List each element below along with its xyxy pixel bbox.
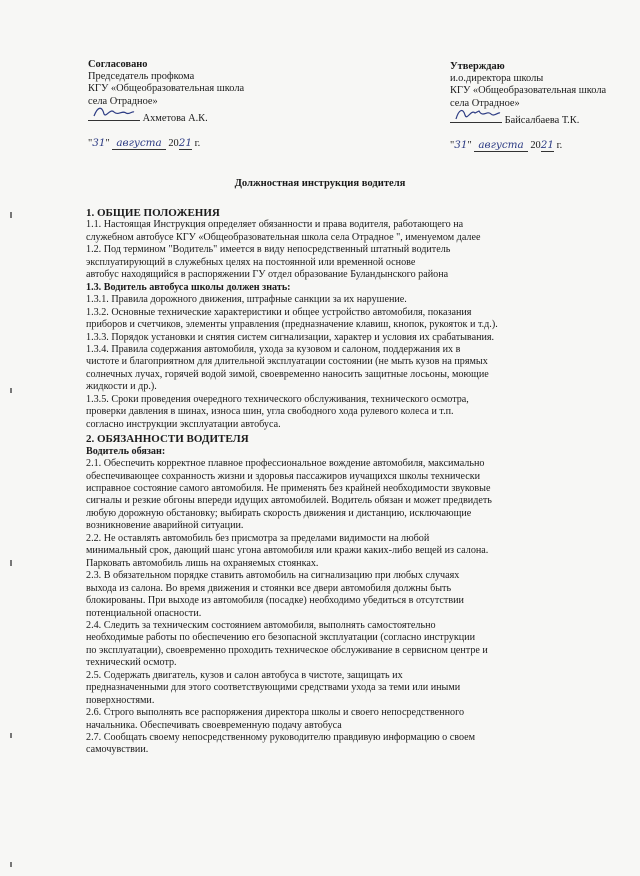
approved-signature-row — [450, 112, 630, 127]
text-line: любую дорожную обстановку; выбирать скорость движения и дистанцию, исключающие — [86, 507, 472, 519]
approval-date: "31" августа 2021 г. — [88, 137, 201, 150]
approval-signature-row — [88, 110, 308, 125]
text-line: 1.3.5. Сроки проведения очередного технического обслуживания, технического осмотра, — [86, 393, 469, 405]
document-title: Должностная инструкция водителя — [234, 178, 406, 189]
approved-block — [450, 61, 630, 152]
text-line: необходимые работы по обеспечению его безопасной эксплуатации (согласно инструкции — [86, 632, 475, 644]
text-line: выхода из салона. Во время движения и стоянки все двери автомобиля должны быть — [86, 582, 452, 594]
text-line: приборов и счетчиков, элементы управления (предназначение клавиш, кнопок, рукояток и т.д.). — [86, 319, 498, 331]
approval-date-day: 31 — [92, 137, 106, 150]
text-line: чистоте и благоприятном для длительной эксплуатации состоянии (не мыть кузов на прямых — [86, 356, 488, 368]
text-line: 2.6. Строго выполнять все распоряжения директора школы и своего непосредственного — [86, 707, 465, 719]
signature-scribble-icon — [454, 106, 502, 122]
approved-title: Утверждаю — [450, 61, 505, 72]
section-heading: 1. ОБЩИЕ ПОЛОЖЕНИЯ — [86, 207, 220, 219]
scan-mark — [10, 560, 12, 566]
text-line: 1.3.4. Правила содержания автомобиля, ухода за кузовом и салоном, поддержания их в — [86, 343, 461, 355]
text-line: предназначенными для этого соответствующими средствами ухода за теми или иными — [86, 682, 461, 694]
scan-mark — [10, 733, 12, 738]
text-line: исправное состояние самого автомобиля. Не применять без крайней необходимости звуковые — [86, 482, 491, 494]
text-line: эксплуатирующий в служебных целях на постоянной или временной основе — [86, 256, 416, 268]
approval-position: Председатель профкома — [88, 71, 195, 83]
text-line: автобус находящийся в распоряжении ГУ отдел образование Буландынского района — [86, 269, 449, 281]
text-line: потенциальной опасности. — [86, 607, 202, 619]
text-line: согласно инструкции эксплуатации автобуса. — [86, 418, 281, 430]
text-line: начальника. Обеспечивать своевременную подачу автобуса — [86, 719, 342, 731]
text-line: солнечных лучах, горячей водой зимой, своевременно наносить защитные лосьоны, моющие — [86, 368, 489, 380]
signature-scribble-icon — [92, 104, 136, 120]
text-line: жидкости и др.). — [86, 381, 157, 393]
text-line: 2.2. Не оставлять автомобиль без присмотра за пределами видимости на любой — [86, 532, 430, 544]
approved-date-day: 31 — [454, 139, 468, 152]
text-line: 2.4. Следить за техническим состоянием автомобиля, выполнять самостоятельно — [86, 619, 436, 631]
scan-mark — [10, 388, 12, 393]
text-line: поверхностями. — [86, 694, 155, 706]
text-line: проверки давления в шинах, износа шин, угла свободного хода рулевого колеса и т.п. — [86, 406, 454, 418]
text-line: 2.7. Сообщать своему непосредственному руководителю правдивую информацию о своем — [86, 732, 476, 744]
approved-signature — [450, 112, 502, 123]
text-line: 2.5. Содержать двигатель, кузов и салон автобуса в чистоте, защищать их — [86, 669, 403, 681]
text-line: блокированы. При выходе из автомобиля (посадке) необходимо убедиться в отсутствии — [86, 595, 464, 607]
text-line: по эксплуатации), своевременно проходить техническое обслуживание в сервисном центре и — [86, 644, 488, 656]
scan-mark — [10, 862, 12, 867]
text-line: 2.1. Обеспечить корректное плавное профессиональное вождение автомобиля, максимально — [86, 458, 485, 470]
text-line: Парковать автомобиль лишь на охраняемых стоянках. — [86, 557, 319, 569]
approval-block — [88, 59, 308, 150]
text-line: 1.3.1. Правила дорожного движения, штрафные санкции за их нарушение. — [86, 294, 407, 306]
document-body — [86, 207, 606, 757]
approval-date-month: августа — [112, 137, 165, 150]
approved-date-year: 21 — [540, 139, 554, 152]
scan-mark — [10, 212, 12, 218]
text-line: 1.2. Под термином "Водитель" имеется в виду непосредственный штатный водитель — [86, 244, 451, 256]
approval-signature — [88, 110, 140, 121]
text-line: возникновение аварийной ситуации. — [86, 520, 244, 532]
approval-title: Согласовано — [88, 59, 148, 70]
approved-position: и.о.директора школы — [450, 73, 544, 85]
approved-date: "31" августа 2021 г. — [450, 139, 563, 152]
text-line: 1.3.3. Порядок установки и снятия систем сигнализации, характер и условия их срабатывания. — [86, 331, 495, 343]
approval-signer: Ахметова А.К. — [142, 112, 208, 124]
approved-signer: Байсалбаева Т.К. — [504, 114, 580, 126]
subsection-heading: 1.3. Водитель автобуса школы должен знать: — [86, 281, 291, 293]
subsection-heading: Водитель обязан: — [86, 445, 166, 457]
text-line: 1.3.2. Основные технические характеристики и общее устройство автомобиля, показания — [86, 306, 472, 318]
approved-org-line1: КГУ «Общеобразовательная школа — [450, 85, 607, 97]
text-line: 2.3. В обязательном порядке ставить автомобиль на сигнализацию при любых случаях — [86, 570, 460, 582]
approval-org-line1: КГУ «Общеобразовательная школа — [88, 83, 245, 95]
text-line: технический осмотр. — [86, 657, 177, 669]
text-line: служебном автобусе КГУ «Общеобразовательная школа села Отрадное ", именуемом далее — [86, 231, 481, 243]
approval-date-year: 21 — [178, 137, 192, 150]
section-heading: 2. ОБЯЗАННОСТИ ВОДИТЕЛЯ — [86, 433, 249, 446]
approved-date-month: августа — [474, 139, 527, 152]
approved-org-line2: села Отрадное» — [450, 97, 520, 109]
text-line: сигналы и резкие обгоны впереди идущих автомобилей. Водитель обязан и может предвидеть — [86, 495, 492, 507]
approval-org-line2: села Отрадное» — [88, 95, 158, 107]
text-line: самочувствии. — [86, 744, 149, 756]
text-line: 1.1. Настоящая Инструкция определяет обязанности и права водителя, работающего на — [86, 219, 464, 231]
text-line: минимальный срок, дающий шанс угона автомобиля или кражи каких-либо вещей из салона. — [86, 545, 489, 557]
text-line: обеспечивающее сохранность жизни и здоровья пассажиров иучащихся школы технически — [86, 470, 481, 482]
